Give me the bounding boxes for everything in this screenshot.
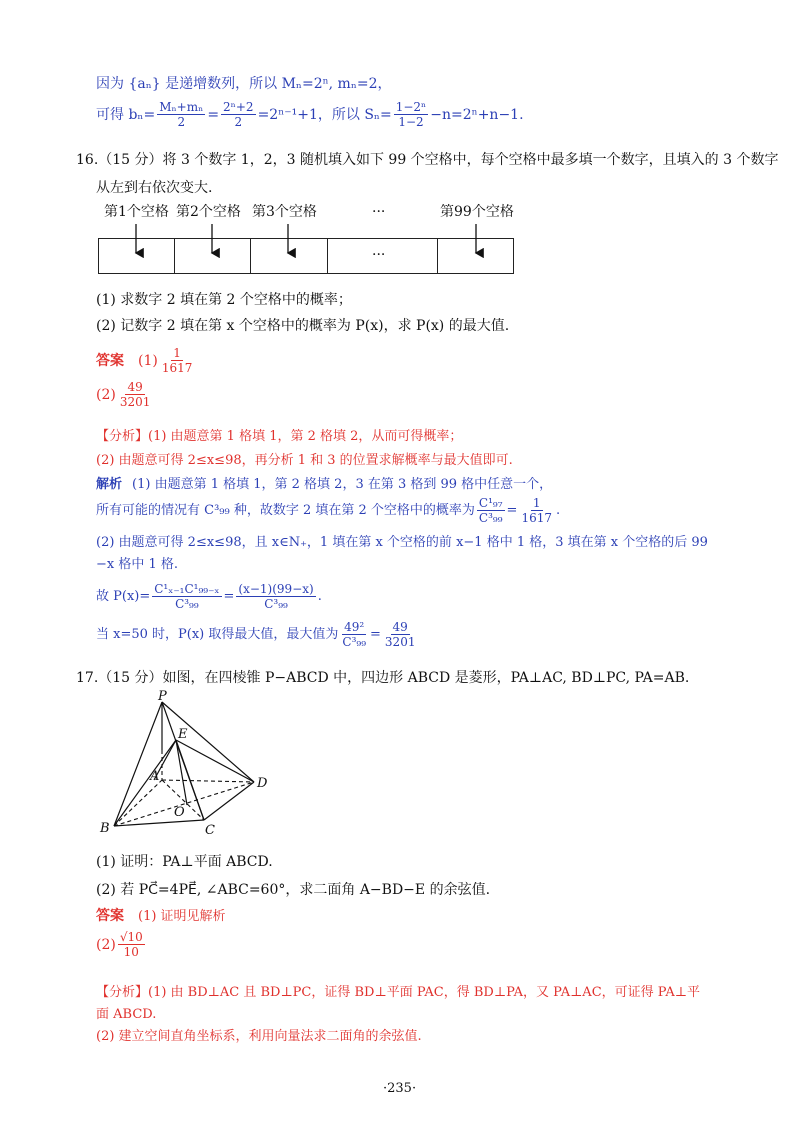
- text: (1): [138, 352, 158, 369]
- fraction: [236, 582, 315, 611]
- text: =: [207, 106, 220, 123]
- text: (2): [96, 386, 116, 403]
- solution-label: 解析: [96, 477, 123, 492]
- numerator: (x−1)(99−x): [238, 582, 314, 596]
- q17-answer-1: [96, 906, 226, 926]
- text: .: [556, 502, 561, 518]
- denominator: 2: [177, 115, 186, 129]
- numerator: √10: [119, 930, 143, 944]
- numerator: 49: [127, 380, 143, 394]
- text: =: [223, 588, 235, 604]
- text: =: [370, 626, 381, 642]
- q16-solution-1: [96, 476, 552, 494]
- cell-label-2: 第2个空格: [176, 204, 241, 220]
- point-label-B: B: [100, 821, 110, 836]
- text: (1) 证明见解析: [138, 909, 226, 924]
- denominator: 2: [234, 115, 243, 129]
- fraction: [519, 496, 554, 525]
- q16-solution-6: [96, 620, 419, 649]
- answer-label: 答案: [96, 352, 124, 369]
- q16-analysis-1: 【分析】(1) 由题意第 1 格填 1，第 2 格填 2，从而可得概率；: [96, 429, 463, 444]
- text: −n=2ⁿ+n−1.: [430, 106, 524, 123]
- numerator: 49²: [344, 620, 365, 634]
- denominator: 10: [123, 945, 139, 959]
- cell-label-3: 第3个空格: [252, 204, 317, 220]
- numerator: Mₙ+mₙ: [159, 100, 204, 114]
- q17-analysis-1: 【分析】(1) 由 BD⊥AC 且 BD⊥PC，证得 BD⊥平面 PAC，得 BD⊥PA，又 PA⊥AC，可证得 PA⊥平: [96, 985, 700, 1000]
- q16-solution-3: (2) 由题意可得 2≤x≤98，且 x∈N₊，1 填在第 x 个空格的前 x−1 格中 1 格，3 填在第 x 个空格的后 99: [96, 535, 708, 550]
- text: .: [317, 588, 322, 604]
- denominator: 3201: [119, 395, 151, 409]
- fraction: [118, 930, 145, 959]
- page-number: ·235·: [383, 1081, 417, 1096]
- numerator: 1: [532, 496, 541, 510]
- numerator: 1−2ⁿ: [395, 100, 427, 114]
- fraction: [160, 346, 195, 375]
- fraction: [477, 496, 505, 525]
- point-label-A: A: [150, 769, 160, 784]
- denominator: C³₉₉: [342, 635, 367, 649]
- cell-ellipsis: ···: [372, 247, 386, 263]
- q16-answer-1: [96, 346, 196, 375]
- denominator: C³₉₉: [478, 511, 503, 525]
- q17-part2: (2) 若 PC⃗=4PE⃗, ∠ABC=60°，求二面角 A−BD−E 的余弦值.: [96, 882, 491, 898]
- denominator: 3201: [384, 635, 416, 649]
- point-label-O: O: [174, 805, 185, 820]
- denominator: C³₉₉: [175, 597, 199, 611]
- denominator: 1617: [521, 511, 552, 525]
- q16-part1: (1) 求数字 2 填在第 2 个空格中的概率；: [96, 292, 352, 308]
- cell-label-ellipsis: ···: [372, 204, 386, 220]
- numerator: 1: [173, 346, 181, 360]
- q17-stem: 17.（15 分）如图，在四棱锥 P−ABCD 中，四边形 ABCD 是菱形，PA⊥AC, BD⊥PC, PA=AB.: [76, 670, 690, 686]
- numerator: 2ⁿ+2: [223, 100, 254, 114]
- point-label-E: E: [178, 727, 188, 742]
- q16-answer-2: [96, 380, 154, 409]
- numerator: C¹ₓ₋₁C¹₉₉₋ₓ: [154, 582, 220, 596]
- numerator: 49: [392, 620, 408, 634]
- pyramid-figure: [90, 690, 290, 840]
- point-label-D: D: [257, 776, 268, 791]
- text: 所有可能的情况有 C³₉₉ 种，故数字 2 填在第 2 个空格中的概率为: [96, 502, 475, 518]
- q16-solution-5: [96, 582, 322, 611]
- q17-part1: (1) 证明：PA⊥平面 ABCD.: [96, 854, 273, 870]
- arrows-svg: [0, 0, 800, 300]
- denominator: C³₉₉: [264, 597, 288, 611]
- q17-answer-2: [96, 930, 147, 959]
- text: 当 x=50 时，P(x) 取得最大值，最大值为: [96, 626, 339, 642]
- q16-part2: (2) 记数字 2 填在第 x 个空格中的概率为 P(x)，求 P(x) 的最大值.: [96, 318, 510, 334]
- q17-analysis-3: (2) 建立空间直角坐标系，利用向量法求二面角的余弦值.: [96, 1029, 422, 1044]
- text: =2ⁿ⁻¹+1，所以 Sₙ=: [257, 106, 392, 123]
- text: 可得 bₙ=: [96, 106, 156, 123]
- text: =: [506, 502, 518, 518]
- text: (1) 由题意第 1 格填 1，第 2 格填 2，3 在第 3 格到 99 格中任意一个，: [132, 477, 553, 492]
- fraction: [118, 380, 153, 409]
- top-line1: 因为 {aₙ} 是递增数列，所以 Mₙ=2ⁿ, mₙ=2，: [96, 76, 392, 92]
- point-label-C: C: [205, 823, 215, 838]
- q16-analysis-2: (2) 由题意可得 2≤x≤98，再分析 1 和 3 的位置求解概率与最大值即可.: [96, 453, 513, 468]
- text: 故 P(x)=: [96, 588, 151, 604]
- denominator: 1−2: [398, 115, 424, 129]
- fraction: [340, 620, 368, 649]
- point-label-P: P: [158, 690, 167, 704]
- cell-label-1: 第1个空格: [104, 204, 169, 220]
- q17-analysis-2: 面 ABCD.: [96, 1007, 157, 1022]
- text: (2): [96, 936, 116, 953]
- denominator: 1617: [161, 361, 193, 375]
- cell-label-99: 第99个空格: [440, 204, 514, 220]
- q16-solution-4: −x 格中 1 格.: [96, 557, 179, 572]
- q16-stem-line2: 从左到右依次变大.: [96, 180, 213, 196]
- answer-label: 答案: [96, 908, 124, 924]
- q16-stem-line1: 16.（15 分）将 3 个数字 1，2，3 随机填入如下 99 个空格中，每个空格中最多填一个数字，且填入的 3 个数字: [76, 152, 779, 168]
- q16-solution-2: [96, 496, 560, 525]
- numerator: C¹₉₇: [478, 496, 503, 510]
- fraction: [152, 582, 221, 611]
- fraction: [383, 620, 418, 649]
